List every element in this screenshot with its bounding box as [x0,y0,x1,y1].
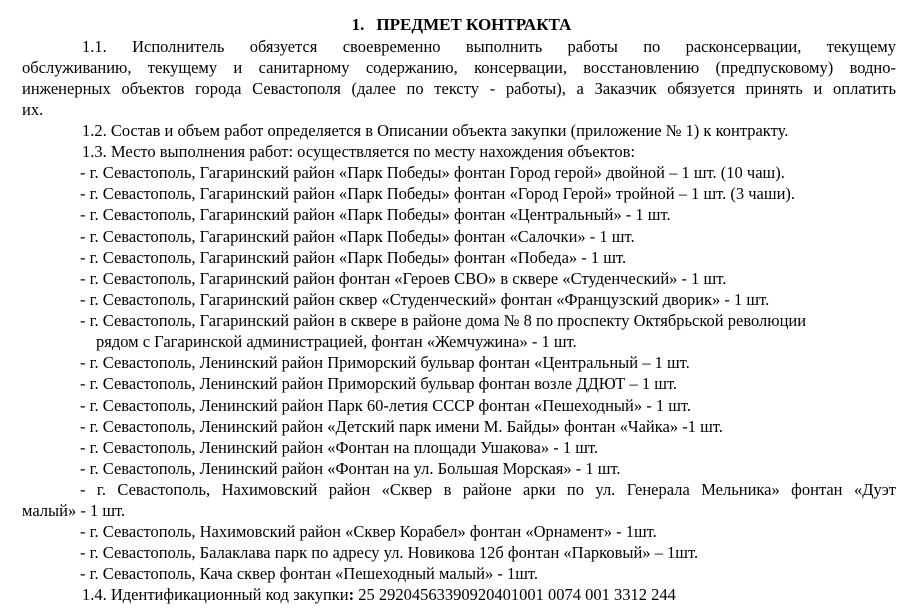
list-item: - г. Севастополь, Нахимовский район «Сквер Корабел» фонтан «Орнамент» - 1шт. [80,522,657,541]
list-item: - г. Севастополь, Ленинский район «Фонтан на ул. Большая Морская» - 1 шт. [80,459,621,478]
list-item-continuation: рядом с Гагаринской администрацией, фонтан «Жемчужина» - 1 шт. [96,332,577,351]
list-item: - г. Севастополь, Гагаринский район «Парк Победы» фонтан Город герой» двойной – 1 шт. (10 чаш). [80,163,785,182]
list-item: - г. Севастополь, Гагаринский район «Парк Победы» фонтан «Город Герой» тройной – 1 шт. (3 чаши). [80,184,796,203]
list-item-wrapped [22,479,896,521]
paragraph-1-3: 1.3. Место выполнения работ: осуществляется по месту нахождения объектов: [82,142,636,161]
section-number: 1. [351,15,365,34]
list-item: - г. Севастополь, Ленинский район Приморский бульвар фонтан возле ДДЮТ – 1 шт. [80,374,678,393]
list-item: - г. Севастополь, Ленинский район Приморский бульвар фонтан «Центральный – 1 шт. [80,353,690,372]
paragraph-1-2: 1.2. Состав и объем работ определяется в Описании объекта закупки (приложение № 1) к контракту. [82,121,789,140]
paragraph-1-4 [82,584,676,605]
paragraph-1-1 [22,36,896,120]
purchase-code-label: 1.4. Идентификационный код закупки [82,585,349,604]
paragraph-1-1-line-2: обслуживанию, текущему и санитарному содержанию, консервации, восстановлению (предпусковому) водно- [22,58,896,77]
list-item: - г. Севастополь, Ленинский район «Фонтан на площади Ушакова» - 1 шт. [80,438,599,457]
list-item: - г. Севастополь, Ленинский район «Детский парк имени М. Байды» фонтан «Чайка» -1 шт. [80,417,723,436]
purchase-code-value: 25 29204563390920401001 0074 001 3312 244 [354,585,676,604]
list-item: - г. Севастополь, Гагаринский район в сквере в районе дома № 8 по проспекту Октябрьской революции [80,311,807,330]
paragraph-1-1-line-4: их. [22,100,44,119]
paragraph-1-1-line-3: инженерных объектов города Севастополя (далее по тексту - работы), а Заказчик обязуется принять и оплатить [22,79,896,98]
list-item: - г. Севастополь, Гагаринский район «Парк Победы» фонтан «Центральный» - 1 шт. [80,205,671,224]
list-item: - г. Севастополь, Ленинский район Парк 60-летия СССР фонтан «Пешеходный» - 1 шт. [80,396,691,415]
list-item: - г. Севастополь, Нахимовский район «Сквер в районе арки по ул. Генерала Мельника» фонтан «Дуэт [80,480,896,499]
list-item: - г. Севастополь, Балаклава парк по адресу ул. Новикова 12б фонтан «Парковый» – 1шт. [80,543,699,562]
list-item: - г. Севастополь, Гагаринский район «Парк Победы» фонтан «Салочки» - 1 шт. [80,227,635,246]
list-item: - г. Севастополь, Гагаринский район «Парк Победы» фонтан «Победа» - 1 шт. [80,248,627,267]
purchase-code-colon: : [348,585,355,604]
section-heading [0,14,923,35]
paragraph-1-1-line-1: 1.1. Исполнитель обязуется своевременно выполнить работы по расконсервации, текущему [82,37,896,56]
list-item: - г. Севастополь, Гагаринский район фонтан «Героев СВО» в сквере «Студенческий» - 1 шт. [80,269,727,288]
list-item-continuation: малый» - 1 шт. [22,501,126,520]
section-title: ПРЕДМЕТ КОНТРАКТА [376,15,572,34]
list-item: - г. Севастополь, Гагаринский район сквер «Студенческий» фонтан «Французский дворик» - 1 шт. [80,290,770,309]
list-item: - г. Севастополь, Кача сквер фонтан «Пешеходный малый» - 1шт. [80,564,538,583]
